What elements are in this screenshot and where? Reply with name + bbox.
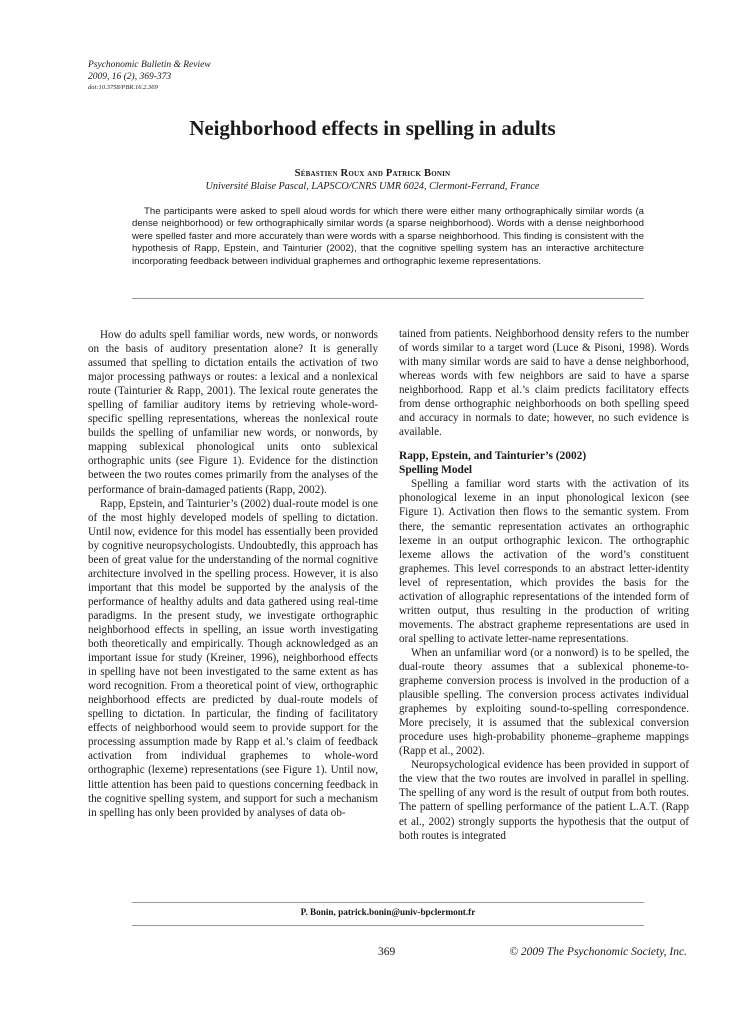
abstract-divider (132, 298, 644, 299)
contact-info: P. Bonin, patrick.bonin@univ-bpclermont.fr (300, 907, 476, 917)
section-heading (399, 450, 689, 477)
copyright: © 2009 The Psychonomic Society, Inc. (509, 946, 687, 958)
left-column (88, 328, 378, 820)
abstract: The participants were asked to spell aloud words for which there were either many orthographically similar words (a dense neighborhood) or few orthographically similar words (a sparse neighborhood). Words with a dense neighborhood were spelled faster and more accurately than were words with a sparse neighborhood. This finding is consistent with the hypothesis of Rapp, Epstein, and Tainturier (2002), that the cognitive spelling system has an interactive architecture incorporating feedback between individual graphemes and orthographic lexeme representations. (132, 206, 644, 267)
footer-divider-bottom (132, 925, 644, 926)
journal-citation: 2009, 16 (2), 369-373 (88, 71, 172, 82)
journal-header (88, 60, 388, 92)
article-title: Neighborhood effects in spelling in adults (189, 116, 556, 140)
section-heading-line2: Spelling Model (399, 463, 473, 476)
journal-name: Psychonomic Bulletin & Review (88, 60, 211, 70)
paragraph: tained from patients. Neighborhood density refers to the number of words similar to a target word (Luce & Pisoni, 1998). Words with many similar words are said to have a dense neighborhood, whereas words with few neighbors are said to have a sparse neighborhood. Rapp et al.’s claim predicts facilitatory effects from dense orthographic neighborhoods on both spelling speed and accuracy in normals to date; however, no such evidence is available. (399, 328, 689, 439)
section-heading-line1: Rapp, Epstein, and Tainturier’s (2002) (399, 450, 587, 463)
paragraph: When an unfamiliar word (or a nonword) is to be spelled, the dual-route theory assumes that a sublexical phoneme-to-grapheme conversion process is involved in the production of a plausible spelling. The conversion process activates individual graphemes by exploiting sound-to-spelling correspondence. More precisely, it is assumed that the sublexical conversion procedure uses high-probability phoneme–grapheme mappings (Rapp et al., 2002). (399, 646, 689, 758)
paragraph: Neuropsychological evidence has been provided in support of the view that the two routes are involved in parallel in spelling. The spelling of any word is the result of output from both routes. The pattern of spelling performance of the patient L.A.T. (Rapp et al., 2002) strongly supports the hypothesis that the output of both routes is integrated (399, 759, 689, 842)
doi: doi:10.3758/PBR.16.2.369 (88, 84, 158, 91)
paragraph: How do adults spell familiar words, new words, or nonwords on the basis of auditory presentation alone? It is generally assumed that spelling to dictation entails the activation of two major processing pathways or routes: a lexical and a nonlexical route (Tainturier & Rapp, 2001). The lexical route generates the spelling of familiar auditory items by retrieving whole-word-specific spelling representations, whereas the nonlexical route builds the spelling of unfamiliar new words, or nonwords, by mapping sublexical phonological units onto sublexical orthographic units (see Figure 1). Evidence for the distinction between the two routes comes primarily from the analyses of the performance of brain-damaged patients (Rapp, 2002). (88, 329, 378, 496)
affiliation: Université Blaise Pascal, LAPSCO/CNRS UMR 6024, Clermont-Ferrand, France (205, 181, 540, 192)
right-column (399, 327, 689, 843)
page-number: 369 (378, 946, 396, 958)
paragraph: Rapp, Epstein, and Tainturier’s (2002) dual-route model is one of the most highly developed models of spelling to dictation. Until now, evidence for this model has essentially been provided by cognitive neuropsychologists. Undoubtedly, this approach has been of great value for the understanding of the normal cognitive architecture involved in the spelling process. However, it is also important that this model be supported by the analysis of the performance of healthy adults and data gathered using real-time paradigms. In the present study, we investigate orthographic neighborhood effects in spelling, an issue worth investigating both theoretically and empirically. Though acknowledged as an important issue for study (Kreiner, 1996), neighborhood effects in spelling have not been investigated to the same extent as has word recognition. From a theoretical point of view, orthographic neighborhood effects are predicted by dual-route models of spelling to dictation. In particular, the finding of facilitatory effects of neighborhood would seem to provide support for the processing assumption made by Rapp et al.’s claim of feedback activation from individual graphemes to whole-word orthographic (lexeme) representations (see Figure 1). Until now, little attention has been paid to questions concerning feedback in the cognitive spelling system, and support for such a mechanism in spelling has only been provided by analyses of data ob- (88, 497, 378, 819)
paragraph: Spelling a familiar word starts with the activation of its phonological lexeme in an input phonological lexicon (see Figure 1). Activation then flows to the semantic system. From there, the semantic representation activates an orthographic lexeme in an output orthographic lexicon. The orthographic lexeme allows the activation of the word’s constituent graphemes. This level corresponds to an abstract letter-identity level of representation, which provides the basis for the activation of allographic representations of the intended form of written output, thus resulting in the production of writing movements. The abstract grapheme representations are used in oral spelling to activate letter-name representations. (399, 478, 689, 645)
authors: Sébastien Roux and Patrick Bonin (294, 168, 451, 179)
footer-divider-top (132, 902, 644, 903)
